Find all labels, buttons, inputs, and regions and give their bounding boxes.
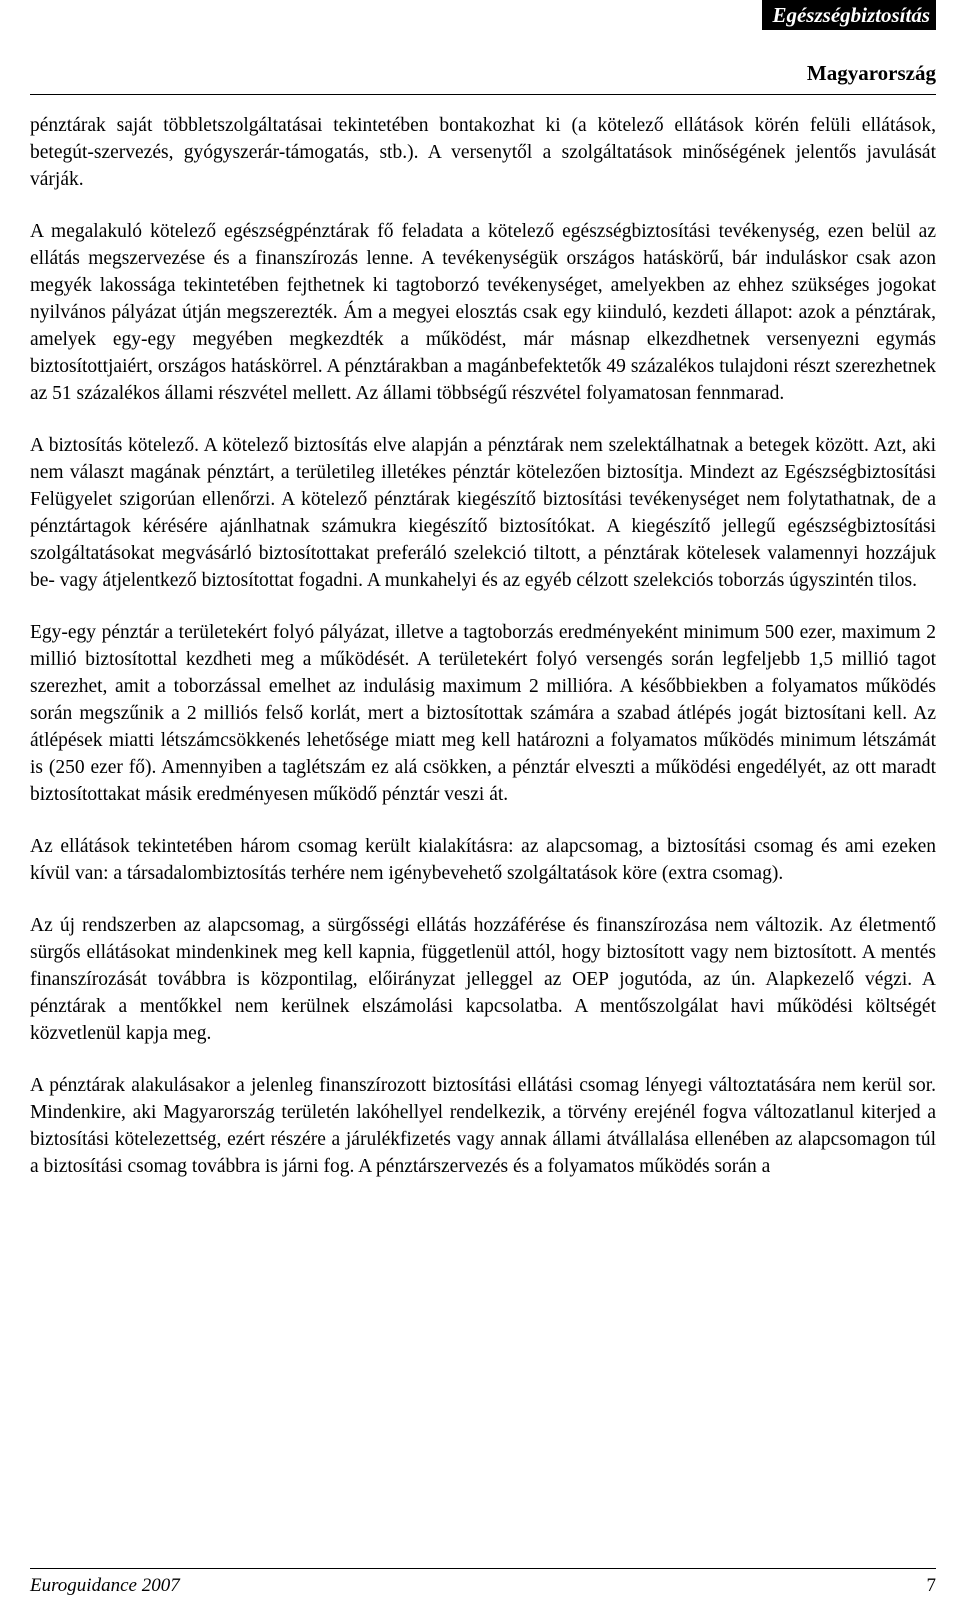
paragraph: A pénztárak alakulásakor a jelenleg finanszírozott biztosítási ellátási csomag lényegi változtatására nem kerül sor. Mindenkire, aki Magyarország területén lakóhellyel rendelkezik, a törvény erejénél fogva változatlanul kiterjed a biztosítási kötelezettség, ezért részére a járulékfizetés vagy annak állami átvállalása ellenében az alapcsomagon túl a biztosítási csomag továbbra is járni fog. A pénztárszervezés és a folyamatos működés során a xyxy=(30,1075,936,1177)
document-body xyxy=(30,112,936,1205)
page-number: 7 xyxy=(926,1575,936,1596)
footer-divider xyxy=(30,1568,936,1569)
paragraph: A biztosítás kötelező. A kötelező biztosítás elve alapján a pénztárak nem szelektálhatnak a betegek között. Azt, aki nem választ magának pénztárt, a területileg illetékes pénztár kötelezően biztosítja. Mindezt az Egészségbiztosítási Felügyelet szigorúan ellenőrzi. A kötelező pénztárak kiegészítő biztosítási tevékenységet nem folytathatnak, de a pénztártagok kérésére ajánlhatnak számukra kiegészítő biztosítókat. A kiegészítő jellegű egészségbiztosítási szolgáltatásokat megvásárló biztosítottakat preferáló szelekció tiltott, a pénztárak kötelesek valamennyi hozzájuk be- vagy átjelentkező biztosítottat fogadni. A munkahelyi és az egyéb célzott szelekciós toborzás úgyszintén tilos. xyxy=(30,435,936,591)
section-title-badge: Egészségbiztosítás xyxy=(762,0,936,30)
header-divider xyxy=(30,94,936,95)
paragraph: Az ellátások tekintetében három csomag került kialakításra: az alapcsomag, a biztosítási csomag és ami ezeken kívül van: a társadalombiztosítás terhére nem igénybevehető szolgáltatások köre (extra csomag). xyxy=(30,836,936,884)
paragraph: pénztárak saját többletszolgáltatásai tekintetében bontakozhat ki (a kötelező ellátások körén felüli ellátások, betegút-szervezés, gyógyszerár-támogatás, stb.). A versenytől a szolgáltatások minőségének jelentős javulását várják. xyxy=(30,115,936,190)
country-heading: Magyarország xyxy=(806,61,936,85)
paragraph: Az új rendszerben az alapcsomag, a sürgősségi ellátás hozzáférése és finanszírozása nem változik. Az életmentő sürgős ellátásokat mindenkinek meg kell kapnia, függetlenül attól, hogy biztosított vagy nem biztosított. A mentés finanszírozását továbbra is központilag, előirányzat jelleggel az OEP jogutóda, az ún. Alapkezelő végzi. A pénztárak a mentőkkel nem kerülnek elszámolási kapcsolatba. A mentőszolgálat havi működési költségét közvetlenül kapja meg. xyxy=(30,915,936,1044)
paragraph: Egy-egy pénztár a területekért folyó pályázat, illetve a tagtoborzás eredményeként minimum 500 ezer, maximum 2 millió biztosítottal kezdheti meg a működését. A területekért folyó versengés során legfeljebb 1,5 millió tagot szerezhet, amit a toborzással emelhet az indulásig maximum 2 millióra. A későbbiekben a folyamatos működés során megszűnik a 2 milliós felső korlát, mert a biztosítottak számára a szabad átlépés jogát biztosítani kell. Az átlépések miatti létszámcsökkenés lehetősége miatt meg kell határozni a folyamatos működés minimum létszámát is (250 ezer fő). Amennyiben a taglétszám ez alá csökken, a pénztár elveszti a működési engedélyét, az ott maradt biztosítottakat másik eredményesen működő pénztár veszi át. xyxy=(30,622,936,805)
paragraph: A megalakuló kötelező egészségpénztárak fő feladata a kötelező egészségbiztosítási tevékenység, ezen belül az ellátás megszervezése és a finanszírozás lenne. A tevékenységük országos hatáskörű, bár induláskor csak azon megyék lakossága tekintetében fejthetnek ki tagtoborzó tevékenységet, amelyekben az ehhez szükséges jogokat nyilvános pályázat útján megszerezték. Ám a megyei elosztás csak egy kiinduló, kezdeti állapot: azok a pénztárak, amelyek egy-egy megyében megkezdték a működést, már másnap elkezdhetnek versenyezni egymás biztosítottjaiért, országos hatáskörrel. A pénztárakban a magánbefektetők 49 százalékos tulajdoni részt szerezhetnek az 51 százalékos állami részvétel mellett. Az állami többségű részvétel folyamatosan fennmarad. xyxy=(30,221,936,404)
footer-publication: Euroguidance 2007 xyxy=(30,1575,180,1596)
